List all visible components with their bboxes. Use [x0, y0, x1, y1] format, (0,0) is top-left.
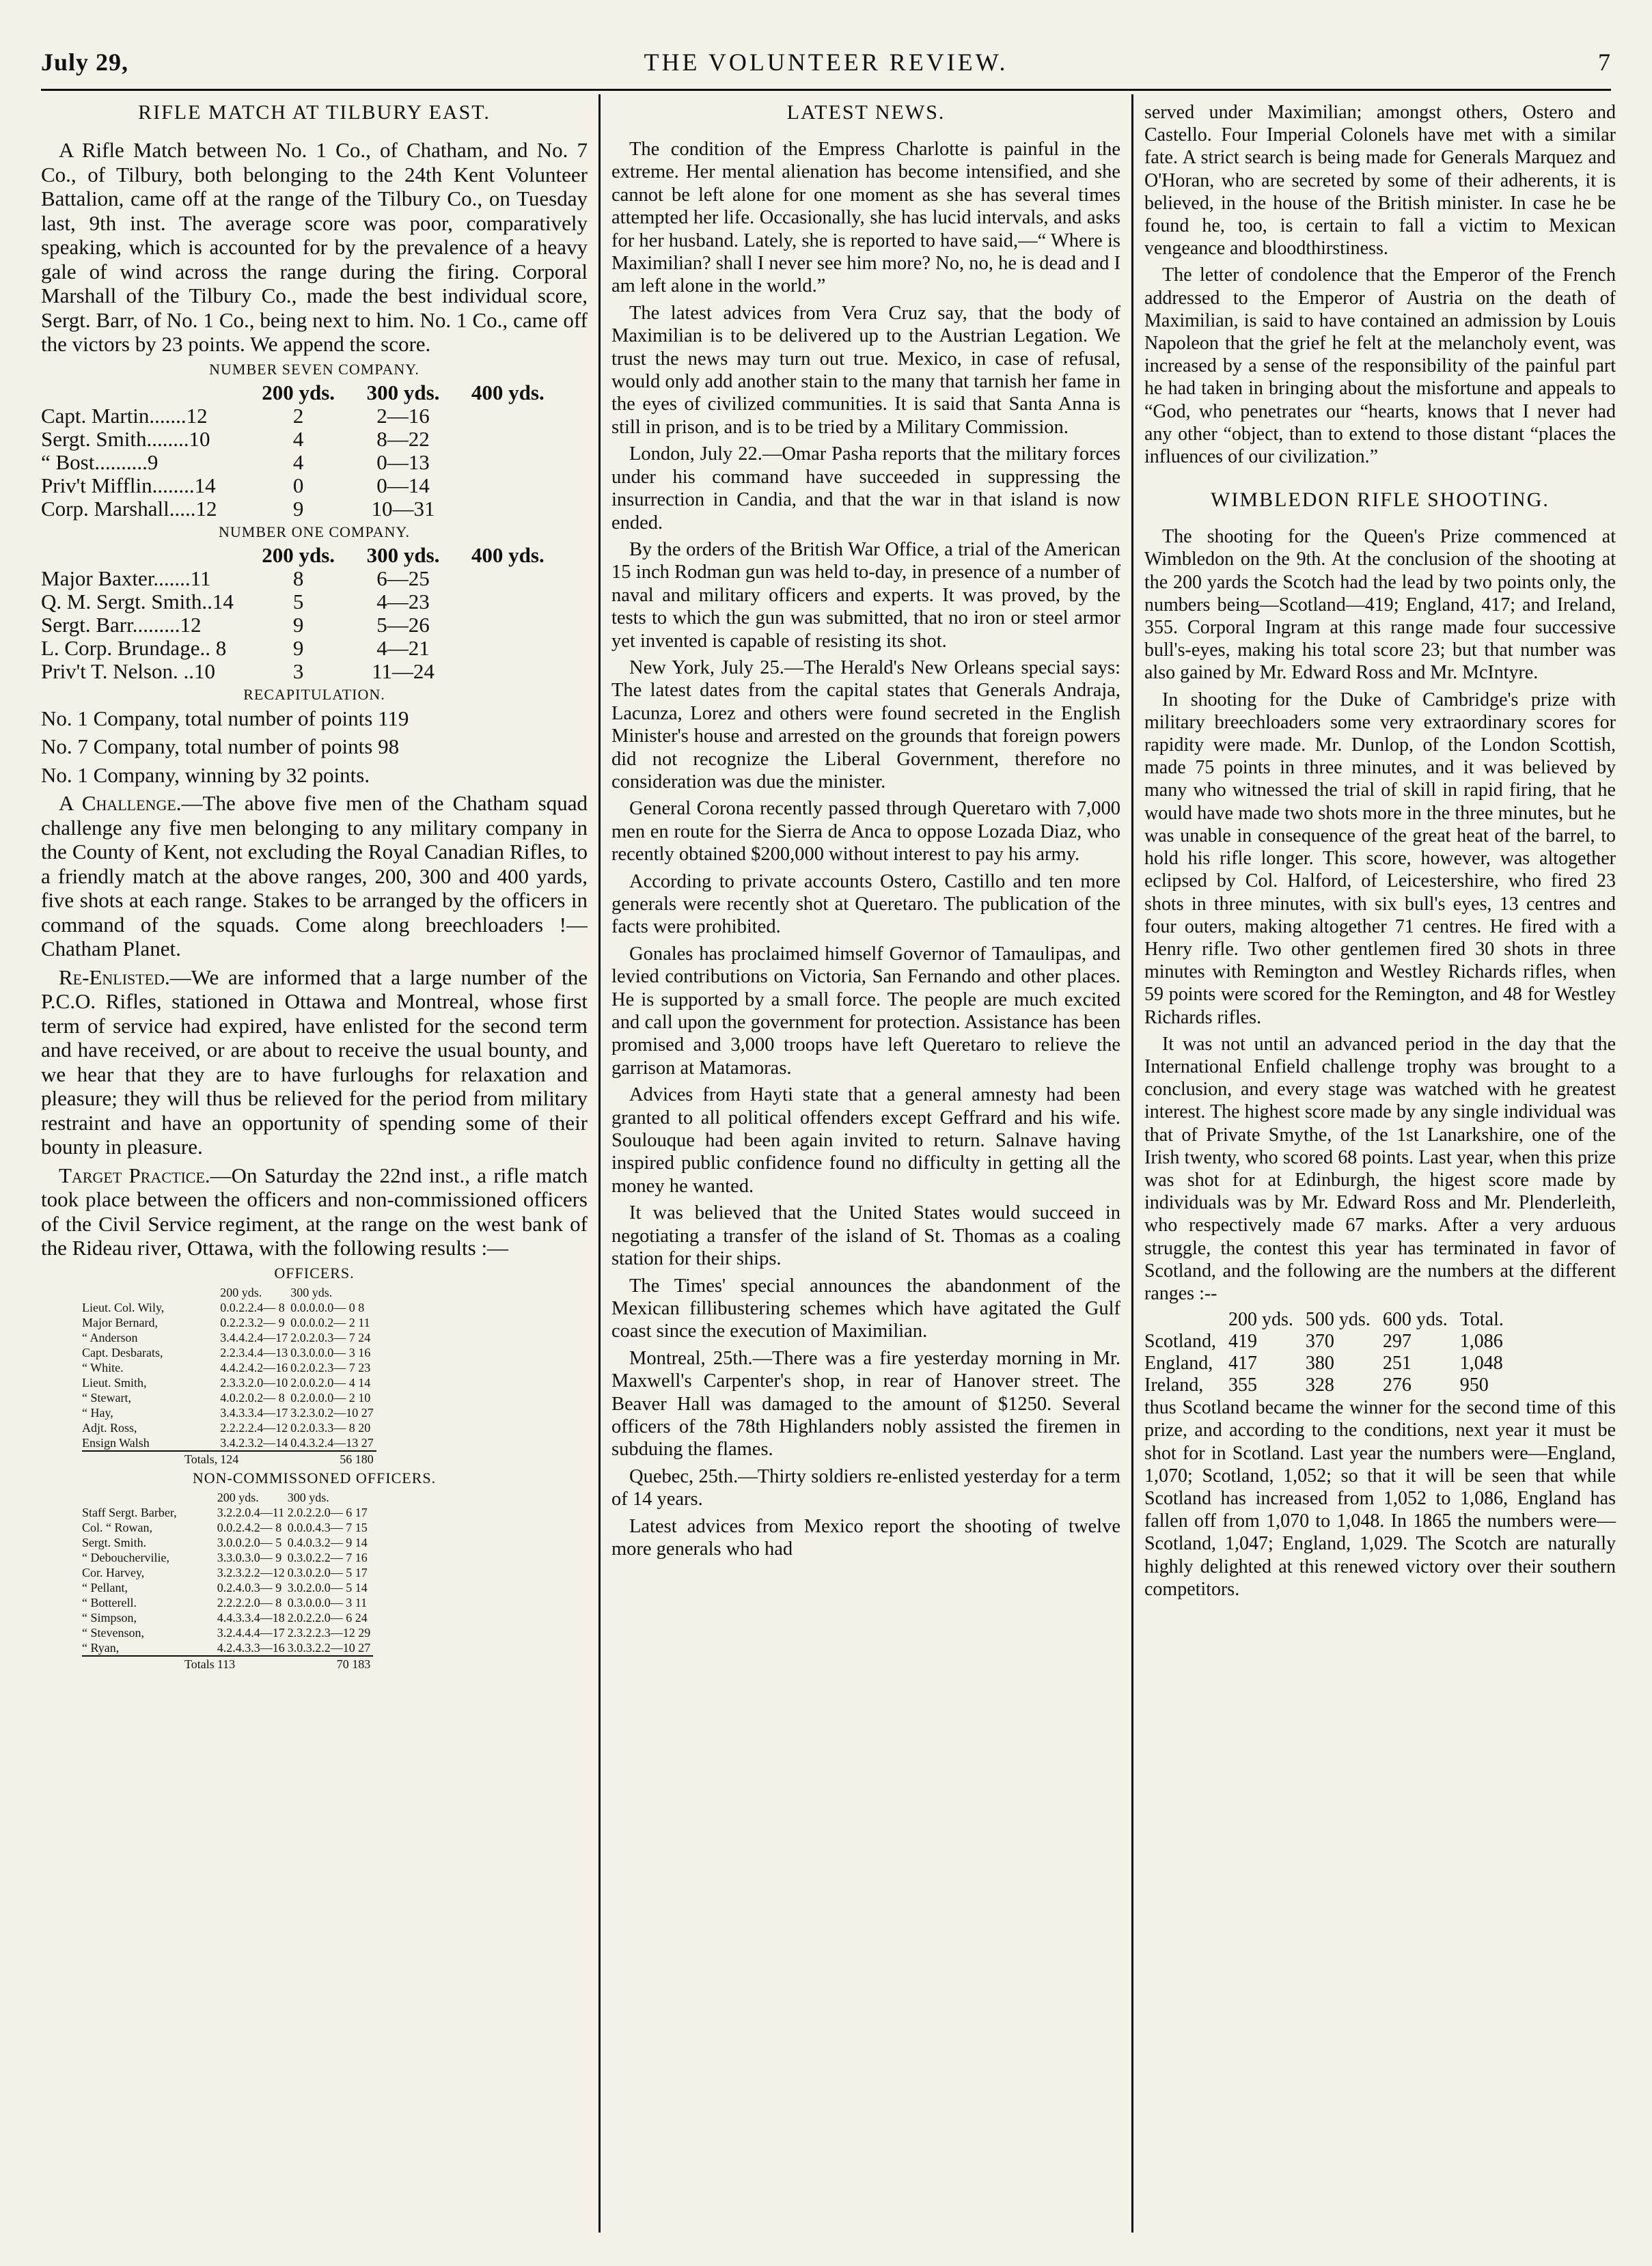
article-title: LATEST NEWS. — [786, 101, 946, 124]
table-row: Scotland, 419 370 297 1,086 — [1144, 1331, 1503, 1353]
table-row: Sergt. Smith. 3.0.0.2.0— 5 0.4.0.3.2— 9 14 — [82, 1535, 368, 1549]
table-row: Ensign Walsh 3.4.2.3.2—14 0.4.3.2.4—13 27 — [82, 1435, 374, 1450]
table-row: Col. “ Rowan, 0.0.2.4.2— 8 0.0.0.4.3— 7 15 — [82, 1520, 368, 1534]
article-paragraph: It was not until an advanced period in the day that the International Enfield challenge trophy was brought to a conclusion, and every stage was watched with he greatest interest. The highest score made by any single individual was that of Private Smythe, of the 1st Lanarkshire, one of the Irish twenty, who scored 68 points. Last year, when this prize was shot for at Edinburgh, the higest score made by individuals was by Mr. Edward Ross and Mr. Plenderleith, who respectively made 67 marks. After a very arduous struggle, the contest this year has terminated in favor of Scotland, and the following are the numbers at the different ranges :-- — [1144, 1033, 1616, 1304]
section-label: NON-COMMISSONED OFFICERS. — [192, 1469, 437, 1487]
news-paragraph: It was believed that the United States would succeed in negotiating a transfer of the island of St. Thomas as a coaling station for their ships. — [611, 1202, 1120, 1270]
news-paragraph: The condition of the Empress Charlotte is painful in the extreme. Her mental alienation has become intensified, and she cannot be left alone for one moment as she has several times attempted her life. Occasionally, she has lucid intervals, and asks for her husband. Lately, she is reported to have said,—“ Where is Maximilian? shall I never see him more? No, no, he is dead and I am left alone in the world.” — [611, 139, 1120, 297]
table-row: “ Anderson 3.4.4.2.4—17 2.0.2.0.3— 7 24 — [82, 1330, 371, 1344]
recap-line: No. 1 Company, total number of points 119 — [41, 706, 409, 730]
wimbledon-table — [1144, 1309, 1516, 1396]
article-paragraph: A Rifle Match between No. 1 Co., of Chatham, and No. 7 Co., of Tilbury, both belonging to the 24th Kent Volunteer Battalion, came off at the range of the Tilbury Co., on Tuesday last, 9th inst. The average score was poor, comparatively speaking, which is accounted for by the prevalence of a heavy gale of wind across the range during the firing. Corporal Marshall of the Tilbury Co., made the best individual score, Sergt. Barr, of No. 1 Co., being next to him. No. 1 Co., came off the victors by 23 points. We append the score. — [41, 138, 588, 356]
column-rule — [1131, 94, 1133, 2233]
news-paragraph: The Times' special announces the abandonment of the Mexican fillibustering schemes which have agitated the Gulf coast since the execution of Maximilian. — [611, 1275, 1120, 1342]
score-table — [41, 544, 560, 683]
table-total-row: Totals 113 70 183 — [82, 1656, 373, 1672]
column-rule — [598, 94, 601, 2233]
table-row: Lieut. Col. Wily, 0.0.2.2.4— 8 0.0.0.0.0— 0 8 — [82, 1300, 365, 1314]
news-paragraph: Montreal, 25th.—There was a fire yesterday morning in Mr. Maxwell's Carpenter's shop, in rear of Hanover street. The Beaver Hall was damaged to the amount of $1250. Several officers of the 78th Highlanders nobly assisted the firemen in subduing the flames. — [611, 1347, 1120, 1461]
table-row: Cor. Harvey, 3.2.3.2.2—12 0.3.0.2.0— 5 17 — [82, 1565, 368, 1579]
table-row: Lieut. Smith, 2.3.3.2.0—10 2.0.0.2.0— 4 14 — [82, 1375, 371, 1390]
header-date: July 29, — [41, 49, 129, 76]
article-paragraph: thus Scotland became the winner for the second time of this prize, and according to the conditions, next year it must be shot for in Scotland. Last year the numbers were—England, 1,070; Scotland, 1,052; so that it will be seen that while Scotland has increased from 1,052 to 1,086, England has fallen off from 1,070 to 1,048. In 1865 the numbers were—Scotland, 1,047; England, 1,029. The Scotch are naturally highly delighted at this renewed victory over their southern competitors. — [1144, 1397, 1616, 1600]
recap-line: No. 7 Company, total number of points 98 — [41, 734, 400, 758]
table-header: 200 yds. 500 yds. 600 yds. Total. — [1228, 1309, 1504, 1331]
paragraph-lead: Target Practice. — [59, 1163, 210, 1187]
news-paragraph: General Corona recently passed through Queretaro with 7,000 men en route for the Sierra de Anca to oppose Lozada Diaz, who recently obtained $200,000 without interest to pay his army. — [611, 798, 1120, 866]
news-paragraph: Latest advices from Mexico report the shooting of twelve more generals who had — [611, 1515, 1120, 1560]
officers-table — [82, 1285, 376, 1467]
table-header: 200 yds. 300 yds. 400 yds. — [262, 380, 545, 404]
table-row: Staff Sergt. Barber, 3.2.2.0.4—11 2.0.2.2.0— 6 17 — [82, 1505, 368, 1519]
recap-line: No. 1 Company, winning by 32 points. — [41, 762, 370, 787]
table-row: “ Hay, 3.4.3.3.4—17 3.2.3.0.2—10 27 — [82, 1405, 374, 1420]
table-row: “ White. 4.4.2.4.2—16 0.2.0.2.3— 7 23 — [82, 1360, 371, 1374]
table-row: Q. M. Sergt. Smith..14 5 4—23 — [41, 589, 430, 613]
news-paragraph: The letter of condolence that the Emperor of the French addressed to the Emperor of Austria on the death of Maximilian, is said to have contained an admission by Louis Napoleon that the grief he felt at the melancholy event, was increased by a sense of the responsibility of the painful part he had taken in bringing about the misfortune and appeals to “God, who penetrates our “hearts, knows that I never had any other “object, than to extend to those distant “places the influences of our civilization.” — [1144, 264, 1616, 468]
table-row: Priv't Mifflin........14 0 0—14 — [41, 473, 430, 497]
news-paragraph: By the orders of the British War Office, a trial of the American 15 inch Rodman gun was held to-day, in presence of a number of naval and military officers and experts. It was proved, by the tests to which the gun was submitted, that no iron or steel armor yet invented is capable of resisting its shot. — [611, 538, 1120, 652]
news-paragraph: London, July 22.—Omar Pasha reports that the military forces under his command have succeeded in suppressing the insurrection in Candia, and that the war in that island is now ended. — [611, 443, 1120, 534]
section-label: NUMBER SEVEN COMPANY. — [209, 360, 419, 378]
article-paragraph: In shooting for the Duke of Cambridge's prize with military breechloaders some very extraordinary scores for rapidity were made. Mr. Dunlop, of the London Scottish, made 75 points in three minutes, and it was believed by many who witnessed the trial of skill in rapid firing, that he would have made two shots more in the three minutes, but he was unable in consequence of the great heat of the barrel, to hold his rifle longer. This score, however, was altogether eclipsed by Col. Halford, of Leicestershire, who fired 23 shots in three minutes, with six bull's eyes, 13 centres and four outers, making altogether 71 centres. He fired with a Henry rifle. Two other gentlemen fired 30 shots in three minutes with Remington and Westley Richards rifles, when 59 points were scored for the Remington, and 48 for Westley Richards rifles. — [1144, 689, 1616, 1028]
table-row: Capt. Martin.......12 2 2—16 — [41, 403, 430, 428]
table-header: 200 yds. 300 yds. 400 yds. — [262, 542, 545, 567]
page-header — [41, 45, 1611, 86]
score-table — [41, 381, 560, 521]
section-label: OFFICERS. — [274, 1264, 355, 1282]
news-paragraph: served under Maximilian; amongst others, Ostero and Castello. Four Imperial Colonels have met with a similar fate. A strict search is being made for Generals Marquez and O'Horan, who are secreted by some of their adherents, it is believed, in the house of the British minister. In case he be found he, too, is certain to fall a victim to Mexican vengeance and bloodthirstiness. — [1144, 102, 1616, 260]
column-3 — [1144, 101, 1616, 2226]
column-2 — [611, 101, 1120, 2226]
article-paragraph: The shooting for the Queen's Prize commenced at Wimbledon on the 9th. At the conclusion of the shooting at the 200 yards the Scotch had the lead by two points only, the numbers being—Scotland—419; England, 417; and Ireland, 355. Corporal Ingram at this range made four successive bull's-eyes, making his total score 23; but that number was also gained by Mr. Edward Ross and Mr. McIntyre. — [1144, 526, 1616, 684]
table-row: Sergt. Barr.........12 9 5—26 — [41, 612, 430, 637]
table-row: “ Botterell. 2.2.2.2.0— 8 0.3.0.0.0— 3 11 — [82, 1595, 368, 1609]
nco-table — [82, 1490, 373, 1672]
table-row: “ Pellant, 0.2.4.0.3— 9 3.0.2.0.0— 5 14 — [82, 1580, 368, 1594]
news-paragraph: Gonales has proclaimed himself Governor of Tamaulipas, and levied contributions on Victoria, San Fernando and other places. He is supported by a small force. The people are much excited and call upon the government for protection. Assistance has been promised and 3,000 troops have left Queretaro to relieve the garrison at Matamoras. — [611, 943, 1120, 1079]
table-row: Ireland, 355 328 276 950 — [1144, 1374, 1489, 1396]
table-row: “ Stewart, 4.0.2.0.2— 8 0.2.0.0.0— 2 10 — [82, 1390, 371, 1405]
table-row: L. Corp. Brundage.. 8 9 4—21 — [41, 635, 430, 660]
section-label: NUMBER ONE COMPANY. — [218, 523, 410, 540]
table-row: Priv't T. Nelson. ..10 3 11—24 — [41, 659, 435, 683]
table-row: “ Stevenson, 3.2.4.4.4—17 2.3.2.2.3—12 29 — [82, 1625, 371, 1640]
news-paragraph: Quebec, 25th.—Thirty soldiers re-enlisted yesterday for a term of 14 years. — [611, 1465, 1120, 1510]
paragraph-lead: Re-Enlisted. — [59, 965, 170, 989]
news-paragraph: New York, July 25.—The Herald's New Orleans special says: The latest dates from the capital states that Generals Andraja, Lacunza, Lorez and others were found secreted in the English Minister's house and arrested on the grounds that foreign powers did not recognize the Liberal Government, therefore no consideration was due the minister. — [611, 657, 1120, 792]
article-paragraph: Re-Enlisted.—We are informed that a large number of the P.C.O. Rifles, stationed in Ottawa and Montreal, whose first term of service had expired, have enlisted for the second term and have received, or are about to receive the usual bounty, and we hear that they are to have furloughs for relaxation and pleasure; they will thus be relieved for the period from military restraint and have an opportunity of spending some of their bounty in pleasure. — [41, 965, 588, 1159]
table-row: “ Bost..........9 4 0—13 — [41, 450, 430, 474]
article-title: RIFLE MATCH AT TILBURY EAST. — [138, 101, 491, 124]
table-total-row: Totals, 124 56 180 — [82, 1451, 376, 1467]
table-row: Adjt. Ross, 2.2.2.2.4—12 0.2.0.3.3— 8 20 — [82, 1420, 371, 1435]
table-row: Sergt. Smith........10 4 8—22 — [41, 426, 430, 451]
header-title: THE VOLUNTEER REVIEW. — [644, 49, 1008, 76]
column-1 — [41, 101, 588, 2226]
table-row: “ Simpson, 4.4.3.3.4—18 2.0.2.2.0— 6 24 — [82, 1610, 368, 1625]
section-label: RECAPITULATION. — [243, 685, 385, 703]
header-page-number: 7 — [1598, 49, 1611, 76]
header-rule — [41, 89, 1611, 91]
paragraph-lead: A Challenge. — [59, 791, 182, 815]
table-row: Capt. Desbarats, 2.2.3.4.4—13 0.3.0.0.0— 3 16 — [82, 1345, 371, 1359]
table-row: Major Baxter.......11 8 6—25 — [41, 566, 430, 590]
table-header: 200 yds. 300 yds. — [217, 1490, 329, 1504]
table-row: “ Debouchervilie, 3.3.0.3.0— 9 0.3.0.2.2— 7 16 — [82, 1550, 368, 1564]
news-paragraph: The latest advices from Vera Cruz say, that the body of Maximilian is to be delivered up to the Austrian Legation. We trust the news may turn out true. Mexico, in case of refusal, would only add another stain to the many that tarnish her fame in the eyes of civilized communities. It is said that Santa Anna is still in prison, and is to be tried by a Military Commission. — [611, 302, 1120, 438]
article-paragraph: Target Practice.—On Saturday the 22nd inst., a rifle match took place between the officers and non-commissioned officers of the Civil Service regiment, at the range on the west bank of the Rideau river, Ottawa, with the following results :— — [41, 1163, 588, 1260]
article-paragraph: A Challenge.—The above five men of the Chatham squad challenge any five men belonging to any military company in the County of Kent, not excluding the Royal Canadian Rifles, to a friendly match at the above ranges, 200, 300 and 400 yards, five shots at each range. Stakes to be arranged by the officers in command of the squads. Come along breechloaders !—Chatham Planet. — [41, 791, 588, 961]
table-row: Major Bernard, 0.2.2.3.2— 9 0.0.0.0.2— 2 11 — [82, 1315, 370, 1329]
table-row: “ Ryan, 4.2.4.3.3—16 3.0.3.2.2—10 27 — [82, 1640, 371, 1655]
table-row: England, 417 380 251 1,048 — [1144, 1353, 1503, 1374]
news-paragraph: According to private accounts Ostero, Castillo and ten more generals were recently shot at Queretaro. The publication of the facts were prohibited. — [611, 870, 1120, 938]
news-paragraph: Advices from Hayti state that a general amnesty had been granted to all political offenders except Geffrard and his wife. Soulouque had been again invited to return. Salnave having inspired public confidence found no difficulty in getting all the money he wanted. — [611, 1084, 1120, 1197]
article-title: WIMBLEDON RIFLE SHOOTING. — [1211, 488, 1550, 512]
table-header: 200 yds. 300 yds. — [220, 1285, 333, 1299]
table-row: Corp. Marshall.....12 9 10—31 — [41, 496, 435, 521]
